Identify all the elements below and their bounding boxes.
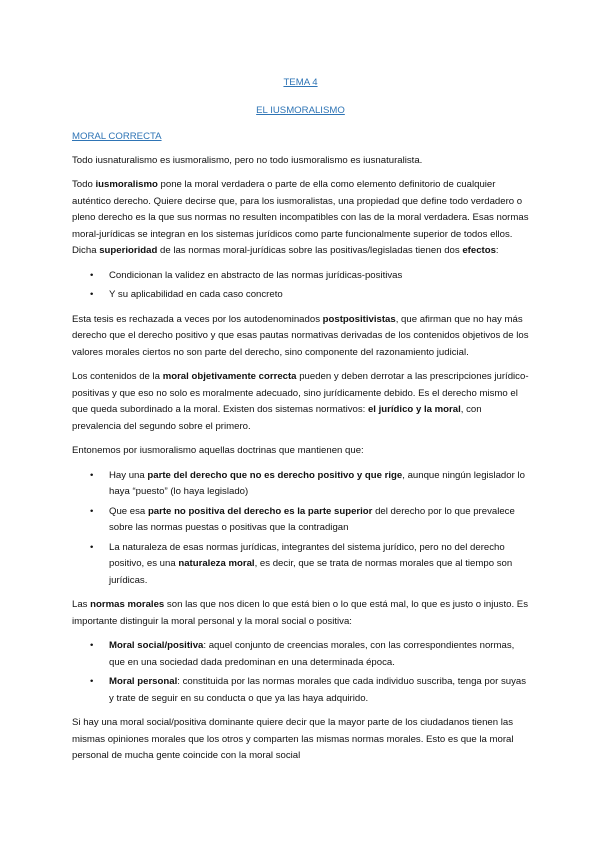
text-run: : (495, 245, 499, 256)
text-run: Todo (72, 179, 96, 190)
list-item (72, 287, 529, 304)
paragraph-7: Si hay una moral social/positiva dominante quiere decir que la mayor parte de los ciudadanos tienen las mismas opiniones morales que los otros y comparten las mismas normas morales. Esto es que la moral personal de mucha gente coincide con la moral social (72, 717, 514, 761)
text-run: del derecho por lo que prevalece sobre las normas puestas o positivas que la contradigan (109, 505, 515, 533)
text-run: Que esa (109, 505, 148, 517)
list-item (72, 504, 529, 537)
text-run: pone la moral verdadera o parte de ella como elemento definitorio de cualquier auténtico derecho. Quiere decirse que, para los iusmoralistas, una propiedad que define todo verdadero o pleno derecho es la que sus normas no resulten incompatibles con las de la moral verdadera. Esas normas moral-jurídicas se integran en los sistemas jurídicos como parte funcionalmente superior de todos ellos. Dicha (72, 179, 529, 256)
bold-term: parte no positiva del derecho es la parte superior (147, 505, 373, 517)
text-run: : aquel conjunto de creencias morales, con las correspondientes normas, que en una sociedad dada predominan en una determinada época. (109, 640, 515, 668)
text-run: Hay una (109, 469, 148, 481)
paragraph-4 (72, 369, 529, 435)
bold-term: el jurídico y la moral (367, 404, 461, 415)
moral-types-list (72, 638, 529, 707)
text-run: , que afirman que no hay más derecho que el derecho positivo y que esas pautas normativas derivadas de los contenidos objetivos de los valores morales ciertos no son parte del derecho, sino componente del razonamiento judicial. (72, 313, 529, 358)
text-run: , con prevalencia del segundo sobre el primero. (72, 404, 482, 432)
bold-term: normas morales (90, 599, 165, 610)
bold-term: parte del derecho que no es derecho positivo y que rige (147, 469, 403, 481)
list-item (72, 674, 529, 707)
document-subtitle: EL IUSMORALISMO (256, 104, 345, 116)
bold-term: iusmoralismo (95, 179, 158, 190)
paragraph-2 (72, 177, 529, 260)
list-item-text: Y su aplicabilidad en cada caso concreto (109, 289, 283, 300)
bold-term: naturaleza moral (178, 558, 255, 569)
text-run: pueden y deben derrotar a las prescripciones jurídico-positivas y que eso no solo es moralmente adecuado, sino jurídicamente debido. Es el derecho mismo el que queda subordinado a la moral. Existen dos sistemas normativos: (72, 371, 529, 415)
text-run: son las que nos dicen lo que está bien o lo que está mal, lo que es justo o injusto. Es importante distinguir la moral personal y la moral social o positiva: (72, 599, 528, 627)
bullet-icon: • (90, 269, 94, 281)
bullet-icon: • (90, 676, 94, 687)
text-run: La naturaleza de esas normas jurídicas, integrantes del sistema jurídico, pero no del derecho positivo, es una (109, 541, 505, 569)
bold-term: postpositivistas (322, 313, 396, 325)
paragraph-1: Todo iusnaturalismo es iusmoralismo, pero no todo iusmoralismo es iusnaturalista. (72, 154, 423, 166)
text-run: : constituida por las normas morales que cada individuo suscriba, tenga por suyas y trate de seguir en su conducta o que ya las haya adquirido. (109, 676, 527, 704)
bullet-icon: • (90, 640, 94, 651)
paragraph-3 (72, 312, 529, 362)
text-run: , es decir, que se trata de normas morales que al tiempo son jurídicas. (109, 558, 513, 586)
bold-term: efectos (462, 245, 496, 256)
bullet-icon: • (90, 541, 94, 553)
bullet-icon: • (90, 289, 94, 300)
section-heading: MORAL CORRECTA (72, 131, 162, 142)
doctrines-list (72, 468, 529, 590)
list-item (72, 638, 529, 671)
list-item (72, 540, 529, 590)
bold-term: Moral social/positiva (109, 640, 204, 651)
effects-list (72, 268, 529, 304)
text-run: , aunque ningún legislador lo haya “puesto” (lo haya legislado) (109, 469, 525, 497)
list-item (72, 268, 529, 285)
bold-term: moral objetivamente correcta (162, 371, 297, 382)
document-title: TEMA 4 (283, 77, 318, 88)
text-run: Los contenidos de la (72, 371, 163, 382)
text-run: Las (72, 599, 91, 610)
list-item (72, 468, 529, 501)
text-run: de las normas moral-jurídicas sobre las positivas/legisladas tienen dos (157, 245, 463, 256)
text-run: Esta tesis es rechazada a veces por los autodenominados (72, 313, 323, 325)
paragraph-6 (72, 597, 529, 630)
bullet-icon: • (90, 469, 94, 481)
paragraph-5: Entonemos por iusmoralismo aquellas doctrinas que mantienen que: (72, 445, 364, 456)
bullet-icon: • (90, 505, 94, 517)
bold-term: superioridad (99, 245, 158, 256)
bold-term: Moral personal (109, 676, 178, 687)
list-item-text: Condicionan la validez en abstracto de las normas jurídicas-positivas (109, 269, 403, 281)
